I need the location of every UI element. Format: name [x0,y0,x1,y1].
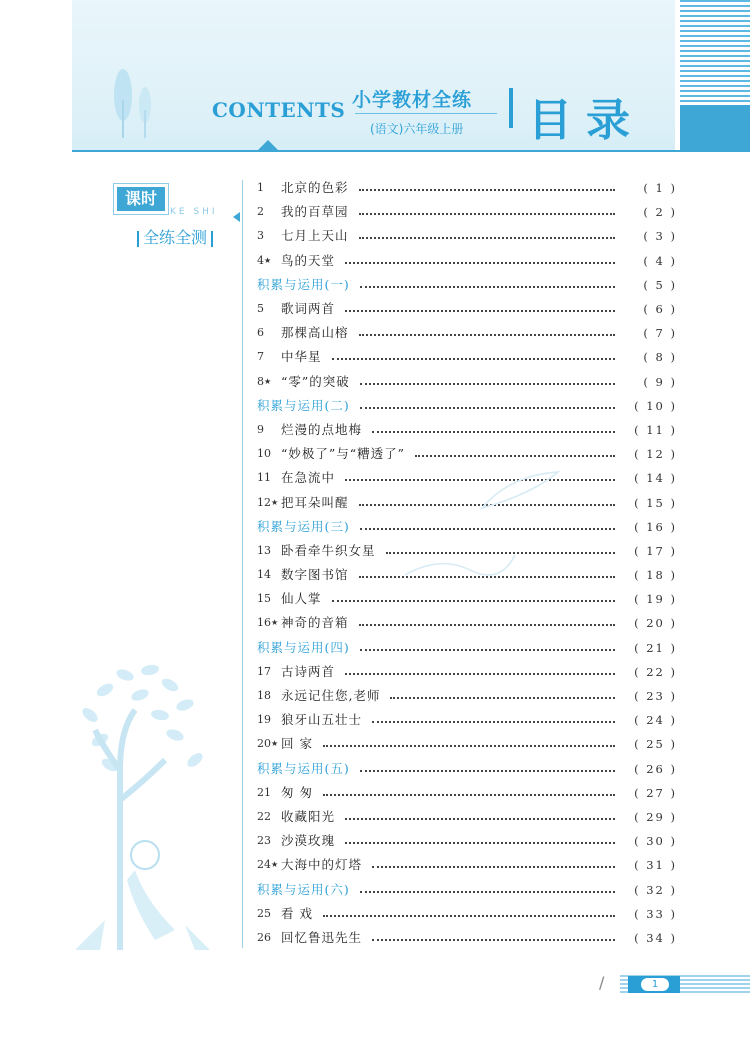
toc-row[interactable] [257,200,677,224]
bar-left-icon [137,231,139,247]
toc-page-number: ( 27 ) [634,785,677,800]
toc-lesson-number [257,442,281,466]
toc-lesson-number [257,563,281,587]
toc-title: 大海中的灯塔 [281,857,363,873]
toc-lesson-number-text: 8 [257,374,264,388]
toc-leader-dots [345,818,615,820]
section-pinyin: KE SHI [170,207,218,217]
toc-heading: 目录 [528,95,644,146]
toc-lesson-number-text: 25 [257,906,271,920]
toc-unit-row[interactable] [257,757,677,781]
section-subtitle [133,225,217,248]
contents-heading: CONTENTS [212,98,346,122]
toc-row[interactable] [257,781,677,805]
toc-title: 看 戏 [281,905,313,921]
toc-leader-dots [372,939,615,941]
toc-leader-dots [345,310,615,312]
toc-row[interactable] [257,587,677,611]
header-notch [258,140,278,150]
toc-lesson-number-text: 7 [257,350,264,364]
star-icon: ★ [271,497,279,507]
toc-lesson-number-text: 3 [257,229,264,243]
toc-leader-dots [332,600,615,602]
toc-page-number: ( 17 ) [634,543,677,558]
toc-row[interactable] [257,466,677,490]
toc-lesson-number [257,491,281,515]
toc-title: 歌词两首 [281,301,336,317]
toc-lesson-number [257,321,281,345]
toc-row[interactable] [257,321,677,345]
toc-page-number: ( 5 ) [643,277,677,292]
toc-lesson-number-text: 13 [257,543,271,557]
toc-lesson-number [257,926,281,950]
toc-page-number: ( 6 ) [643,302,677,317]
toc-leader-dots [345,842,615,844]
toc-row[interactable] [257,902,677,926]
toc-title: 七月上天山 [281,228,349,244]
toc-leader-dots [360,407,615,409]
toc-lesson-number-text: 23 [257,834,271,848]
toc-page-number: ( 14 ) [634,471,677,486]
feather-illustration [480,470,560,510]
toc-row[interactable] [257,708,677,732]
toc-lesson-number [257,370,281,394]
toc-page-number: ( 25 ) [634,737,677,752]
toc-row[interactable] [257,611,677,635]
wave-illustration [400,545,520,585]
section-tag: 课时 [117,187,165,211]
toc-unit-row[interactable] [257,273,677,297]
toc-lesson-number [257,200,281,224]
toc-lesson-number-text: 19 [257,713,271,727]
star-icon: ★ [271,618,279,628]
toc-vertical-rule [242,180,243,948]
toc-unit-row[interactable] [257,877,677,901]
toc-lesson-number [257,539,281,563]
toc-page-number: ( 15 ) [634,495,677,510]
toc-lesson-number [257,611,281,635]
toc-leader-dots [360,286,615,288]
header-divider-line [72,150,747,152]
toc-lesson-number-text: 18 [257,689,271,703]
toc-lesson-number-text: 11 [257,471,271,485]
toc-lesson-number-text: 14 [257,568,271,582]
toc-leader-dots [372,866,615,868]
toc-lesson-number-text: 6 [257,326,264,340]
toc-title: 积累与运用(四) [257,639,350,655]
toc-unit-row[interactable] [257,636,677,660]
toc-lesson-number [257,466,281,490]
toc-leader-dots [332,358,615,360]
toc-page-number: ( 23 ) [634,689,677,704]
toc-row[interactable] [257,442,677,466]
toc-page-number: ( 3 ) [643,229,677,244]
toc-leader-dots [359,237,615,239]
toc-lesson-number [257,805,281,829]
toc-lesson-number-text: 15 [257,592,271,606]
toc-leader-dots [372,721,615,723]
toc-page-number: ( 29 ) [634,809,677,824]
toc-title: 沙漠玫瑰 [281,833,336,849]
toc-lesson-number [257,176,281,200]
star-icon: ★ [264,376,272,386]
toc-row[interactable] [257,224,677,248]
toc-title: “零”的突破 [281,373,350,389]
toc-lesson-number-text: 16 [257,616,271,630]
toc-leader-dots [345,262,615,264]
toc-leader-dots [360,649,615,651]
toc-page-number: ( 20 ) [634,616,677,631]
bar-right-icon [211,231,213,247]
section-subtitle-text: 全练全测 [143,228,208,247]
toc-title: 积累与运用(三) [257,518,350,534]
toc-page-number: ( 11 ) [634,422,677,437]
toc-lesson-number-text: 17 [257,664,271,678]
toc-row[interactable] [257,249,677,273]
toc-leader-dots [359,624,615,626]
toc-title: 积累与运用(一) [257,276,350,292]
toc-leader-dots [345,673,615,675]
header-corner-block [680,105,750,152]
toc-row[interactable] [257,805,677,829]
book-title: 小学教材全练 [352,89,473,111]
toc-lesson-number [257,732,281,756]
toc-title: 永远记住您,老师 [281,688,381,704]
toc-unit-row[interactable] [257,394,677,418]
toc-lesson-number [257,829,281,853]
toc-lesson-number [257,297,281,321]
toc-lesson-number-text: 4 [257,253,264,267]
toc-leader-dots [360,528,615,530]
toc-lesson-number [257,345,281,369]
toc-row[interactable] [257,345,677,369]
toc-page-number: ( 18 ) [634,568,677,583]
toc-page-number: ( 4 ) [643,253,677,268]
toc-page-number: ( 1 ) [643,181,677,196]
toc-page-number: ( 34 ) [634,930,677,945]
toc-row[interactable] [257,684,677,708]
toc-page-number: ( 8 ) [643,350,677,365]
toc-lesson-number [257,249,281,273]
toc-lesson-number-text: 1 [257,181,264,195]
toc-row[interactable] [257,490,677,514]
toc-title: 在急流中 [281,470,336,486]
toc-leader-dots [323,794,615,796]
toc-page-number: ( 16 ) [634,519,677,534]
toc-row[interactable] [257,370,677,394]
girl-under-tree-illustration [65,650,215,960]
toc-row[interactable] [257,829,677,853]
toc-lesson-number [257,708,281,732]
toc-lesson-number-text: 12 [257,495,271,509]
toc-page-number: ( 21 ) [634,640,677,655]
toc-page-number: ( 33 ) [634,906,677,921]
toc-leader-dots [359,213,615,215]
toc-leader-dots [323,745,615,747]
toc-row[interactable] [257,732,677,756]
toc-lesson-number [257,684,281,708]
toc-row[interactable] [257,926,677,950]
toc-title: 把耳朵叫醒 [281,494,349,510]
toc-lesson-number [257,853,281,877]
toc-row[interactable] [257,418,677,442]
toc-title: 仙人掌 [281,591,322,607]
toc-page-number: ( 22 ) [634,664,677,679]
toc-leader-dots [323,915,615,917]
toc-title: 回忆鲁迅先生 [281,929,363,945]
pointer-icon [233,212,240,222]
toc-page-number: ( 32 ) [634,882,677,897]
toc-lesson-number-text: 5 [257,302,264,316]
header-trees-illustration [105,60,165,140]
toc-leader-dots [390,697,615,699]
toc-title: 神奇的音箱 [281,615,349,631]
toc-lesson-number [257,781,281,805]
toc-lesson-number-text: 22 [257,809,271,823]
title-divider [355,113,497,114]
toc-title: 烂漫的点地梅 [281,421,363,437]
toc-title: 收藏阳光 [281,808,336,824]
toc-title: 卧看牵牛织女星 [281,542,376,558]
toc-row[interactable] [257,660,677,684]
toc-unit-row[interactable] [257,515,677,539]
toc-leader-dots [360,770,615,772]
toc-lesson-number-text: 9 [257,422,264,436]
toc-leader-dots [360,383,615,385]
toc-page-number: ( 19 ) [634,592,677,607]
toc-title: 匆 匆 [281,784,313,800]
toc-lesson-number-text: 24 [257,858,271,872]
title-vertical-bar [509,88,513,128]
toc-title: 回 家 [281,736,313,752]
star-icon: ★ [271,860,279,870]
toc-lesson-number [257,902,281,926]
toc-title: 北京的色彩 [281,180,349,196]
toc-lesson-number-text: 2 [257,205,264,219]
book-subtitle: (语文)六年级上册 [370,122,464,136]
toc-page-number: ( 12 ) [634,447,677,462]
toc-title: 积累与运用(五) [257,760,350,776]
toc-row[interactable] [257,176,677,200]
toc-title: 那棵高山榕 [281,325,349,341]
toc-title: 中华星 [281,349,322,365]
toc-lesson-number-text: 10 [257,447,271,461]
toc-page-number: ( 10 ) [634,398,677,413]
toc-title: 积累与运用(二) [257,397,350,413]
toc-lesson-number-text: 20 [257,737,271,751]
toc-title: 鸟的天堂 [281,252,336,268]
toc-row[interactable] [257,853,677,877]
toc-page-number: ( 2 ) [643,205,677,220]
toc-title: 数字图书馆 [281,567,349,583]
toc-leader-dots [372,431,615,433]
toc-page-number: ( 24 ) [634,713,677,728]
star-icon: ★ [271,739,279,749]
star-icon: ★ [264,255,272,265]
footer-slash: / [599,973,605,992]
toc-title: “妙极了”与“糟透了” [281,446,406,462]
toc-page-number: ( 26 ) [634,761,677,776]
toc-lesson-number [257,587,281,611]
toc-page-number: ( 7 ) [643,326,677,341]
toc-lesson-number [257,224,281,248]
toc-title: 积累与运用(六) [257,881,350,897]
toc-title: 我的百草园 [281,204,349,220]
toc-leader-dots [415,455,615,457]
toc-leader-dots [359,334,615,336]
toc-page-number: ( 9 ) [643,374,677,389]
toc-page-number: ( 31 ) [634,858,677,873]
toc-title: 古诗两首 [281,663,336,679]
toc-lesson-number-text: 26 [257,930,271,944]
toc-lesson-number [257,660,281,684]
toc-leader-dots [360,891,615,893]
toc-leader-dots [359,189,615,191]
page-number: 1 [641,978,669,991]
toc-row[interactable] [257,297,677,321]
toc-lesson-number-text: 21 [257,785,271,799]
toc-page-number: ( 30 ) [634,834,677,849]
toc-lesson-number [257,418,281,442]
toc-title: 狼牙山五壮士 [281,712,363,728]
